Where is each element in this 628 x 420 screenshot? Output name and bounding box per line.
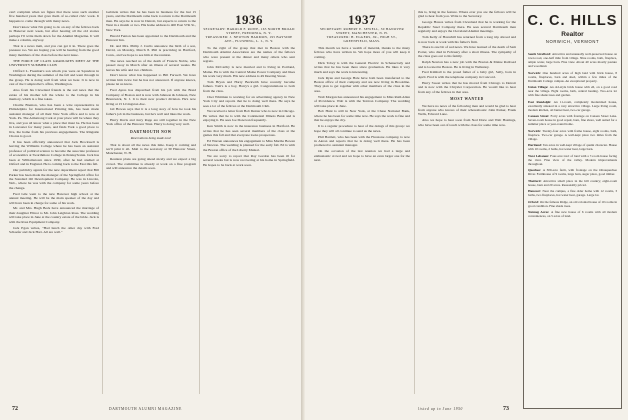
paragraph: On the occasion of the last reunion we had a large and enthusiastic crowd and we hope to have an even larger one for the next. <box>314 149 410 163</box>
paragraph: Mr. and Mrs. Hugh Beck have announced the marriage of their daughter Elinor to Mr. John Leighton Ross. The wedding will take place in June at the country estate of the bride. Jack is with the Ross Equipment Company. <box>9 206 99 224</box>
class-year: 1937 <box>348 12 376 27</box>
ad-listing <box>528 85 617 97</box>
ad-header <box>524 6 621 45</box>
ad-listing <box>528 100 617 112</box>
paragraph: Fred Gile went to the new Hanover high school at the annual meeting. He will be the main speaker of the day and will have been in charge for some of his work. <box>9 191 99 205</box>
dartmouth-now-heading: DARTMOUTH NOW <box>130 129 172 134</box>
ad-listing-place: Thetford: <box>528 178 544 183</box>
column-rule <box>102 10 103 394</box>
ad-listing-place: South Strafford: <box>528 52 553 56</box>
ad-listing-description: One hundred acres of high land with brick house, 8 rooms, fireplaces, barn and shed, within a few miles of the Dartmouth College campus. An exceptional property. <box>528 70 617 83</box>
paragraph: Dr. and Mrs. Philip J. Curtis announce the birth of a son, David, on Monday, March 8. Phil is practicing in Hartford, Conn., and we hope to see him at the reunion. <box>106 43 196 57</box>
class-secretary: SECRETARY: HAROLD F. ROWE, 165 NORTH BROAD STREET, FREDONIA, N. Y. <box>203 27 295 35</box>
paragraph: We have no news of the following men and would be glad to hear from anyone who knows of their whereabouts: John Parker, Frank Wells, Edward Lane. <box>418 103 516 117</box>
right-page-number: 73 <box>503 406 509 412</box>
paragraph: This month we have a wealth of material, thanks to the many fellows who have written in. We hope more of you will keep it coming. <box>314 46 410 59</box>
right-footer-text: listed up to June 1950 <box>418 407 463 411</box>
right-column-1 <box>314 10 410 396</box>
ad-business-name: C. C. HILLS <box>527 13 618 29</box>
dartmouth-now-subheading: Reservations being made now! <box>130 136 172 141</box>
ad-listing-description: Attractive small place in the hill country; eight-room house, barn and 20 acres. Reasonably priced. <box>528 178 617 187</box>
paragraph: There is one bit of sad news. We have learned of the death of Sam Porter, who died in February after a short illness. The sympathy of the class goes out to his family. <box>418 45 516 59</box>
paragraph: We received a letter from Bob Dexter who is now in Chicago. He writes that he is with the Continental Illinois Bank and is enjoying it. He sees Joe Donovan frequently. <box>203 109 295 123</box>
paragraph: Ken Smith is now in the insurance business in Hartford. He writes that he has seen several members of the class at the games this fall and that everyone looks prosperous. <box>203 124 295 138</box>
ad-listing-description: Four-acre tract of land with a 7-room house facing the river. Fine view of the valley. Modern improvements throughout. <box>528 153 617 166</box>
ad-listing-description: An 11-room, completely modernized house, excellently situated in a very attractive village. Large living room, modern kitchen, oil burner heat, two-car garage. <box>528 99 617 112</box>
ad-listing-place: Canaan Street: <box>528 114 551 119</box>
ad-listing-place: Union Village: <box>528 85 550 90</box>
paragraph: Gil Howes says that it is a long story of how he took his father's job in the business, but he's well and likes the work. <box>106 107 196 116</box>
paragraph: THE FORCE OF CLASS GRADUATES MEET AT THE UNIVERSITY SUMMER CLUB <box>9 58 99 68</box>
paragraph: this is, bring in the feature. Where ever you are the fellows will be glad to hear from you. Write to the Secretary. <box>418 10 516 19</box>
realtor-advertisement <box>523 5 622 409</box>
class-1937-heading <box>314 13 410 43</box>
paragraph: Bob Hunt is still in New York, at the Chase National Bank, where he has been for some time now. He says the work is fine and that he enjoys the city. <box>314 109 410 123</box>
paragraph: George Hawes writes from Cleveland that he is working for the Republic Steel Company there. He sees several Dartmouth men regularly and enjoys the Cleveland Alumni meetings. <box>418 20 516 34</box>
column-rule <box>199 10 200 394</box>
ad-listing <box>528 114 617 126</box>
ad-listing-description: On the famous Ridge, an old colonial house of 10 rooms in good condition. Fine shade trees. <box>528 199 617 208</box>
ad-listing-place: East Randolph: <box>528 99 554 104</box>
ad-listing-description: A 300-acre farm, with frontage on the Ottauquechee River. Farmhouse of 9 rooms, large barn, sugar place, good timber. <box>528 168 617 177</box>
ad-listing-place: Hartland: <box>528 143 543 148</box>
left-column-1 <box>9 10 99 396</box>
column-rule <box>414 10 415 394</box>
ad-listing-description: Twenty-four acres with frame house, eight rooms, bath, fireplace. Two-car garage. A well-kept place two miles from the village. <box>528 128 617 141</box>
paragraph: Don't know what I'm going to do on any of the fellows back in Hanover next week, but after hearing all the old stories perhaps I'll write them down for the Alumni Magazine. It will make a column, anyway. <box>9 24 99 43</box>
ad-listings <box>528 52 617 405</box>
paragraph: It has been officially announced that Jack Brockwell is leaving the Williams College where he has been an assistant professor of political science to become the associate professor of economics at Swarthmore College in Pennsylvania. Jack has been at Williamstown since 1930, after he had studied at Oxford and in England. He is coming back to the East this fall. <box>9 139 99 167</box>
paragraph: Jack Egan writes, "Had lunch the other day with Fred Schaefer and Jack Hart. All are well." <box>9 225 99 235</box>
ad-listing-place: Hanover: <box>528 189 543 194</box>
paragraph: Ed Warren announces his engagement to Miss Martha Bowen of Newton. The wedding is planned for the early fall. Ed is with the Boston office of the Liberty Mutual. <box>203 138 295 152</box>
paragraph: Tom Kelly of Haverhill has returned from a long trip abroad and is now back at work with his father's firm. <box>418 35 516 44</box>
ad-listing <box>528 52 617 68</box>
paragraph: The news reached us of the death of Francis Noble, who passed away in March after an illness of several weeks. He leaves his wife and two children. <box>106 58 196 72</box>
paragraph: Harold Fenton has been appointed to the Dartmouth and the Hanover Inn. <box>106 33 196 43</box>
class-year: 1936 <box>235 12 263 27</box>
ad-listing-description: Ten acres in well-kept village of quaint character. House with 10 rooms, 2 baths, hot water heat, large barn. <box>528 143 617 152</box>
class-secretary: SECRETARY: ROBERT E. SEWELL, 30 HANOVER STREET, MANCHESTER, N. H. <box>319 27 405 35</box>
right-column-2 <box>418 10 516 396</box>
ad-business-role: Realtor <box>561 31 584 38</box>
paragraph: That is a news item, and you can get it in. There goes the pressure too. We are hoping you will be hearing from the good many members of the class before the next issue. <box>9 43 99 57</box>
paragraph: It is a regular procedure to hear of the doings of this group: we hope they will all continue to send us the news. <box>314 124 410 133</box>
right-page <box>305 0 628 420</box>
paragraph: That is about all the news this time. Keep it coming and we'll print it all. Mail to the secretary at 30 Hanover Street, Manchester, N. H. <box>106 142 196 156</box>
paragraph: John McCarthy is now married and is living in Portland, Maine. He is with the Central Maine Power Company and likes his work very much. His new address is 49 Deering Street. <box>203 65 295 79</box>
paragraph: Also we hope to hear soon from Ned Drew and Walt Hastings, who have been out of touch with the class for some time now. <box>418 118 516 127</box>
paragraph: Harry Davis and Jerry Rapp are still together in the New York office of the Hanover Trust. Harry is doing very well. <box>106 117 196 127</box>
ad-listing-description: Near the campus, a fine older home with 12 rooms, 3 baths, two fireplaces, hot water heat, garage. Large lot. <box>528 189 617 198</box>
ad-listing <box>528 210 617 218</box>
ad-listing <box>528 168 617 176</box>
most-wanted-heading: MOST WANTED <box>450 97 484 102</box>
paragraph: Walt Morgan has announced his engagement to Miss Ruth Allen of Providence. Walt is with the Textron Company. The wedding will take place in June. <box>314 94 410 108</box>
ad-listing-description: An old-style brick house with ell, on a good road near the village. Eight rooms, bath, central heating. Two-acre lot with fine shade trees and garden. <box>528 85 617 98</box>
paragraph: Phil Bartlett, who has been with the Firestone company, is now in Akron and reports that he is doing well there. He has been promoted to assistant manager. <box>314 134 410 148</box>
paragraph: We are sorry to report that Ray Gordon has been ill for several weeks but is now recovering at his home in Springfield. He hopes to be back at work soon. <box>203 153 295 167</box>
paragraph: Also from his Cleveland friends is the sad news that the estate of his mother left the whole to the College in his memory, which is a fine token. <box>9 88 99 102</box>
ad-listing-description: Attractive and unusually well-preserved house on town road, one-half mile from village. Nine rooms, bath, fireplace, ample water, large barn. Fine view. About 40 acres mostly pasture and woodland. <box>528 52 617 69</box>
class-treasurer: TREASURER: J. NEWTON HARMON, 195 BAYSIDE AVE., FLUSHING, L. I., N. Y. <box>205 35 293 43</box>
ad-listing <box>528 154 617 166</box>
class-treasurer: TREASURER: H. EGGERS, JR., HIGH ST., GREENFIELD, MASS. <box>326 35 398 43</box>
paragraph: Don't know what has happened to Bill Farwell. We have written him twice but he has not answered. If anyone knows, please let us know. <box>106 73 196 87</box>
ad-listing-place: West Lebanon: <box>528 153 551 158</box>
class-1936-heading <box>203 13 295 43</box>
left-page <box>0 0 301 420</box>
ad-listing <box>528 143 617 151</box>
paragraph: Fred Kimball is the proud father of a baby girl, Sally, born in April. Fred is with the telephone company in Concord. <box>418 70 516 79</box>
ad-listing <box>528 71 617 83</box>
left-column-3 <box>203 10 295 396</box>
paragraph: Our publicity agents for the new department report that Bill Parker has been made the manager of the Springfield office for the Standard Oil Development Company. He was in Lincoln, Neb., where he was with the company for some years before the change. <box>9 168 99 190</box>
left-column-2 <box>106 10 196 396</box>
paragraph: To the right of the group that met in Boston with the Dartmouth Alumni Association are the names of the fellows who were present at the dinner and many others who sent regrets. <box>203 46 295 64</box>
ad-listing-description: A fine new house of 6 rooms with all modern conveniences, on 5 acres of land. <box>528 210 617 219</box>
paragraph: Reunion plans are going ahead nicely and we expect a big crowd. The committee is already at work on a fine program and will announce the details soon. <box>106 157 196 171</box>
ad-listing-place: Nutmeg Acres: <box>528 210 551 215</box>
paragraph: Dick Tobey is with the General Electric in Schenectady and writes that he has been there since graduation. He likes it very much and says the work is interesting. <box>314 60 410 74</box>
ad-listing <box>528 179 617 187</box>
paragraph: Jack Ryan and George Hale have both been transferred to the Boston office of their company and are now living in Brookline. They plan to get together with other members of the class in the area. <box>314 75 410 93</box>
ad-listing-description: Forty acres with frontage on Canaan Street Lake. Seven-room house in good repair, barn, fine shore, well suited for a summer place or year-round home. <box>528 114 617 127</box>
left-footer-text: DARTMOUTH ALUMNI MAGAZINE <box>109 407 182 411</box>
paragraph: Harry Sweet writes that he has moved from Chicago to Detroit and is now with the Chrysler Corporation. He would like to hear from any of the fellows in that area. <box>418 80 516 94</box>
ad-listing-place: Orford: <box>528 199 540 204</box>
ad-listing-place: Norwich: <box>528 128 543 133</box>
left-page-number: 72 <box>12 406 18 412</box>
ad-listing-place: Norwich: <box>528 70 543 75</box>
paragraph: Chet Whitman is working for an advertising agency in New York City and reports that he is doing well there. He says he sees a lot of the fellows at the Dartmouth Club. <box>203 94 295 108</box>
paragraph: Clifford L. Freeman's son whom you were on Squadron in Washington during the summer of the fall and went through in the group. He is doing well from what we hear. It is now in cast of the Comptroller's office, Washington. <box>9 69 99 87</box>
paragraph: Tom Bryan and Harry Beckwith have recently become fathers. Tom's is a boy, Harry's a girl. Congratulations to both from the class. <box>203 79 295 93</box>
paragraph: Fred Ayres has dispatched from his job with the Bond Company of Boston and is now with Johnson & Johnson, New Brunswick, N. J. It is their new product division. He's now living at 15 Livingston Ave. <box>106 88 196 106</box>
paragraph: Charlie Brenton, who has been a wire representative in Philadelphia for International Printing Ink, has been made assistant manager of all their New York office and is now at York. Pa. The Armstrong Cork at your place will be where they live, and you all know what a place that must be. He has been in Lancaster for many years, and finds York a good place to live, the home from his previous engagements. The Ringside Chorus is good. <box>9 102 99 139</box>
ad-listing-place: Quechee: <box>528 168 543 173</box>
ad-listing <box>528 189 617 197</box>
paragraph: Gabriele writes that he has been in business for the last 15 years, and the Dartmouth came back to return to the Dartmouth men. He says he is now in Detroit, but expects to return to the West in a month or two. His home address is 400 East 57th St., New York. <box>106 10 196 32</box>
ad-business-town: NORWICH, VERMONT <box>545 39 600 44</box>
paragraph: can't complain when we figure that there were such another five hundred years that gave them of so-called civic work. It happens to come through with many news. <box>9 10 99 23</box>
paragraph: Ralph Newton has a new job with the Boston & Maine Railroad and is located in Boston. He is living in Wellesley. <box>418 60 516 69</box>
ad-listing <box>528 200 617 208</box>
ad-listing <box>528 129 617 141</box>
